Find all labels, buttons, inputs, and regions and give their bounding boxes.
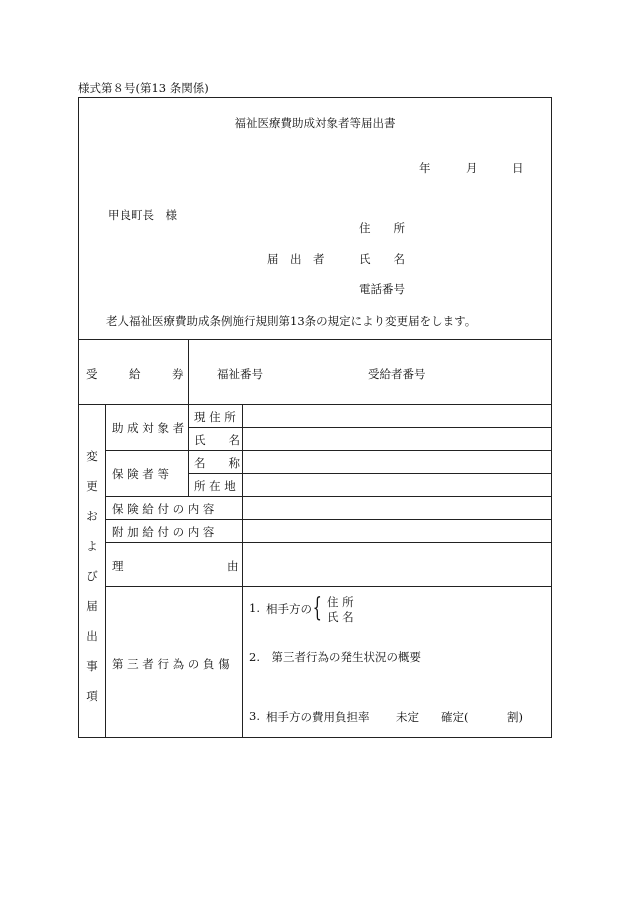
divider (242, 404, 243, 738)
divider (188, 339, 189, 404)
date-year-field[interactable]: 年 (419, 161, 431, 175)
item3-unit: 割) (507, 710, 523, 724)
insurer-label: 保 険 者 等 (112, 467, 169, 481)
divider (105, 586, 552, 587)
certificate-label-1: 受 (86, 367, 98, 381)
form-number: 様式第８号(第13 条関係) (78, 81, 209, 95)
vertical-char: び (86, 569, 98, 583)
item1-text: 相手方の (266, 602, 312, 616)
item3-text: 相手方の費用負担率 (266, 710, 370, 724)
additional-benefit-label: 附 加 給 付 の 内 容 (112, 525, 215, 539)
item3-determined[interactable]: 確定( (441, 710, 469, 724)
applicant-name-label: 氏 名 (359, 252, 405, 266)
current-address-label: 現 住 所 (194, 410, 236, 424)
insurance-benefit-label: 保 険 給 付 の 内 容 (112, 502, 215, 516)
item1-name-label: 氏 名 (327, 610, 354, 624)
statement-text: 老人福祉医療費助成条例施行規則第13条の規定により変更届をします。 (106, 314, 477, 328)
third-party-injury-label: 第 三 者 行 為 の 負 傷 (112, 657, 230, 671)
applicant-group-label: 届 出 者 (267, 252, 325, 266)
reason-label-left: 理 (112, 559, 124, 573)
form-frame (78, 97, 552, 738)
item3-prefix: 3. (249, 709, 260, 723)
vertical-char: 項 (86, 689, 98, 703)
date-day-field[interactable]: 日 (512, 161, 524, 175)
insurer-name-label: 名 称 (194, 456, 240, 470)
certificate-label-2: 給 (129, 367, 141, 381)
certificate-label-3: 券 (172, 367, 184, 381)
vertical-char: よ (86, 539, 98, 553)
vertical-char: 変 (86, 449, 98, 463)
vertical-char: 事 (86, 659, 98, 673)
applicant-phone-label: 電話番号 (359, 282, 405, 296)
divider (105, 542, 552, 543)
target-name-label: 氏 名 (194, 433, 240, 447)
divider (105, 519, 552, 520)
reason-label-right: 由 (227, 559, 239, 573)
divider (188, 404, 189, 496)
addressee: 甲良町長 様 (108, 208, 177, 222)
divider (105, 496, 552, 497)
form-title: 福祉医療費助成対象者等届出書 (234, 116, 396, 130)
recipient-number-field[interactable]: 受給者番号 (368, 367, 426, 381)
vertical-char: 更 (86, 479, 98, 493)
insurer-location-label: 所 在 地 (194, 479, 236, 493)
divider (105, 404, 106, 738)
date-month-field[interactable]: 月 (466, 161, 478, 175)
divider (105, 450, 552, 451)
item3-undetermined[interactable]: 未定 (396, 710, 419, 724)
divider (78, 339, 552, 340)
applicant-address-label: 住 所 (359, 221, 405, 235)
vertical-char: 届 (86, 599, 98, 613)
vertical-char: 出 (86, 629, 98, 643)
change-section-label (80, 441, 104, 711)
item1-address-label: 住 所 (327, 595, 354, 609)
welfare-number-field[interactable]: 福祉番号 (217, 367, 263, 381)
vertical-char: お (86, 509, 98, 523)
item1-prefix: 1. (249, 601, 260, 615)
brace-icon: { (312, 593, 322, 623)
subsidy-target-label: 助 成 対 象 者 (112, 421, 185, 435)
divider (78, 404, 552, 405)
item2-text: 2. 第三者行為の発生状況の概要 (249, 650, 421, 664)
